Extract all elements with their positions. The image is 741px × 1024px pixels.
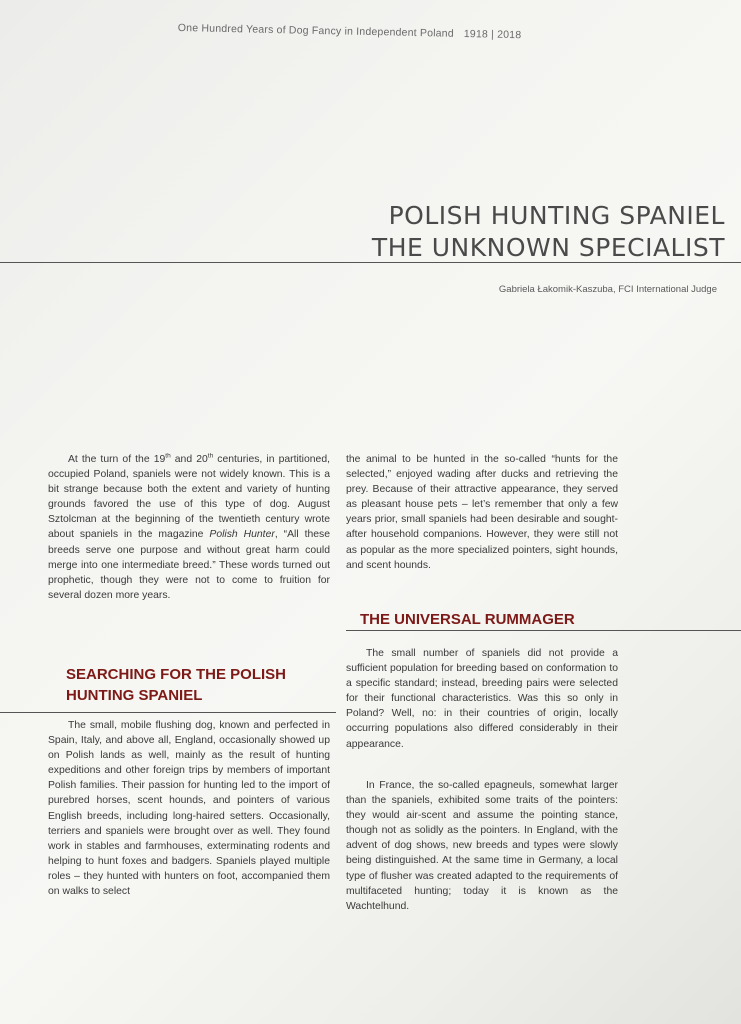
article-title — [372, 200, 725, 264]
intro-text-d: , “All these breeds serve one purpose and without great harm could merge into one intermediate breed.” These words turned out prophetic, though they were not to come to fruition for several dozen more years. — [48, 529, 330, 601]
book-title: One Hundred Years of Dog Fancy in Independent Poland — [177, 22, 454, 40]
author-byline: Gabriela Łakomik-Kaszuba, FCI International Judge — [498, 284, 717, 295]
intro-text-c: centuries, in partitioned, occupied Poland, spaniels were not widely known. This is a bit strange because both the extent and variety of hunting grounds favored the use of this type of dog. August Sztolcman at the beginning of the twentieth century wrote about spaniels in the magazine — [48, 454, 330, 541]
title-line-1: POLISH HUNTING SPANIEL — [388, 201, 725, 230]
section-heading-rummager: THE UNIVERSAL RUMMAGER — [360, 611, 575, 628]
intro-text-b: and 20 — [170, 454, 208, 465]
running-head — [178, 22, 598, 43]
section2-paragraph-2 — [346, 778, 618, 914]
magazine-name: Polish Hunter — [209, 529, 275, 541]
section1-paragraph — [48, 718, 330, 899]
section2-text-1: The small number of spaniels did not provide a sufficient population for breeding based on conformation to a specific standard; instead, breeding pairs were selected for their functional characteristics. Was this so only in Poland? Well, no: in their countries of origin, locally occurring populations also differed considerably in their appearance. — [346, 648, 618, 750]
section2-paragraph-1 — [346, 646, 618, 752]
section-heading-line-2: HUNTING SPANIEL — [66, 687, 203, 704]
section2-text-2: In France, the so-called epagneuls, somewhat larger than the spaniels, exhibited some traits of the pointers: they would air-scent and assume the pointing stance, though not as solidly as the pointers. In England, with the advent of dog shows, new breeds and types were slowly being distinguished. At the same time in Germany, a local type of flusher was created adapted to the requirements of multifaceted hunting; today it is known as the Wachtelhund. — [346, 780, 618, 912]
years-range: 1918 | 2018 — [463, 27, 522, 42]
section-rule-left — [0, 712, 336, 713]
section-heading-line-1: SEARCHING FOR THE POLISH — [66, 666, 287, 683]
continued-text: the animal to be hunted in the so-called “hunts for the selected,” enjoyed wading after ducks and retrieving the prey. Because of their attractive appearance, they served as pleasant house pets – let’s remember that only a few years prior, small spaniels had been desirable and sought-after household companions. However, they were still not as popular as the more specialized pointers, sight hounds, and scent hounds. — [346, 454, 618, 571]
section1-text: The small, mobile flushing dog, known and perfected in Spain, Italy, and above all, England, occasionally showed up on Polish lands as well, mainly as the result of hunting expeditions and other foreign trips by members of important Polish families. Their passion for hunting led to the import of purebred horses, scent hounds, and pointers of various English breeds, including long-haired setters. Occasionally, terriers and spaniels were brought over as well. They found work in stables and farmhouses, exterminating rodents and helping to hunt foxes and badgers. Spaniels played multiple roles – they hunted with hunters on foot, accompanied them on walks to select — [48, 720, 330, 898]
title-line-2: THE UNKNOWN SPECIALIST — [371, 233, 725, 262]
intro-text-a: At the turn of the 19 — [68, 454, 166, 465]
intro-sup-1: th — [165, 452, 171, 460]
section-heading-searching — [66, 664, 286, 706]
intro-sup-2: th — [207, 452, 214, 460]
intro-paragraph — [48, 452, 330, 603]
continued-paragraph — [346, 452, 618, 573]
title-divider — [0, 262, 741, 263]
section-rule-right — [346, 630, 741, 631]
